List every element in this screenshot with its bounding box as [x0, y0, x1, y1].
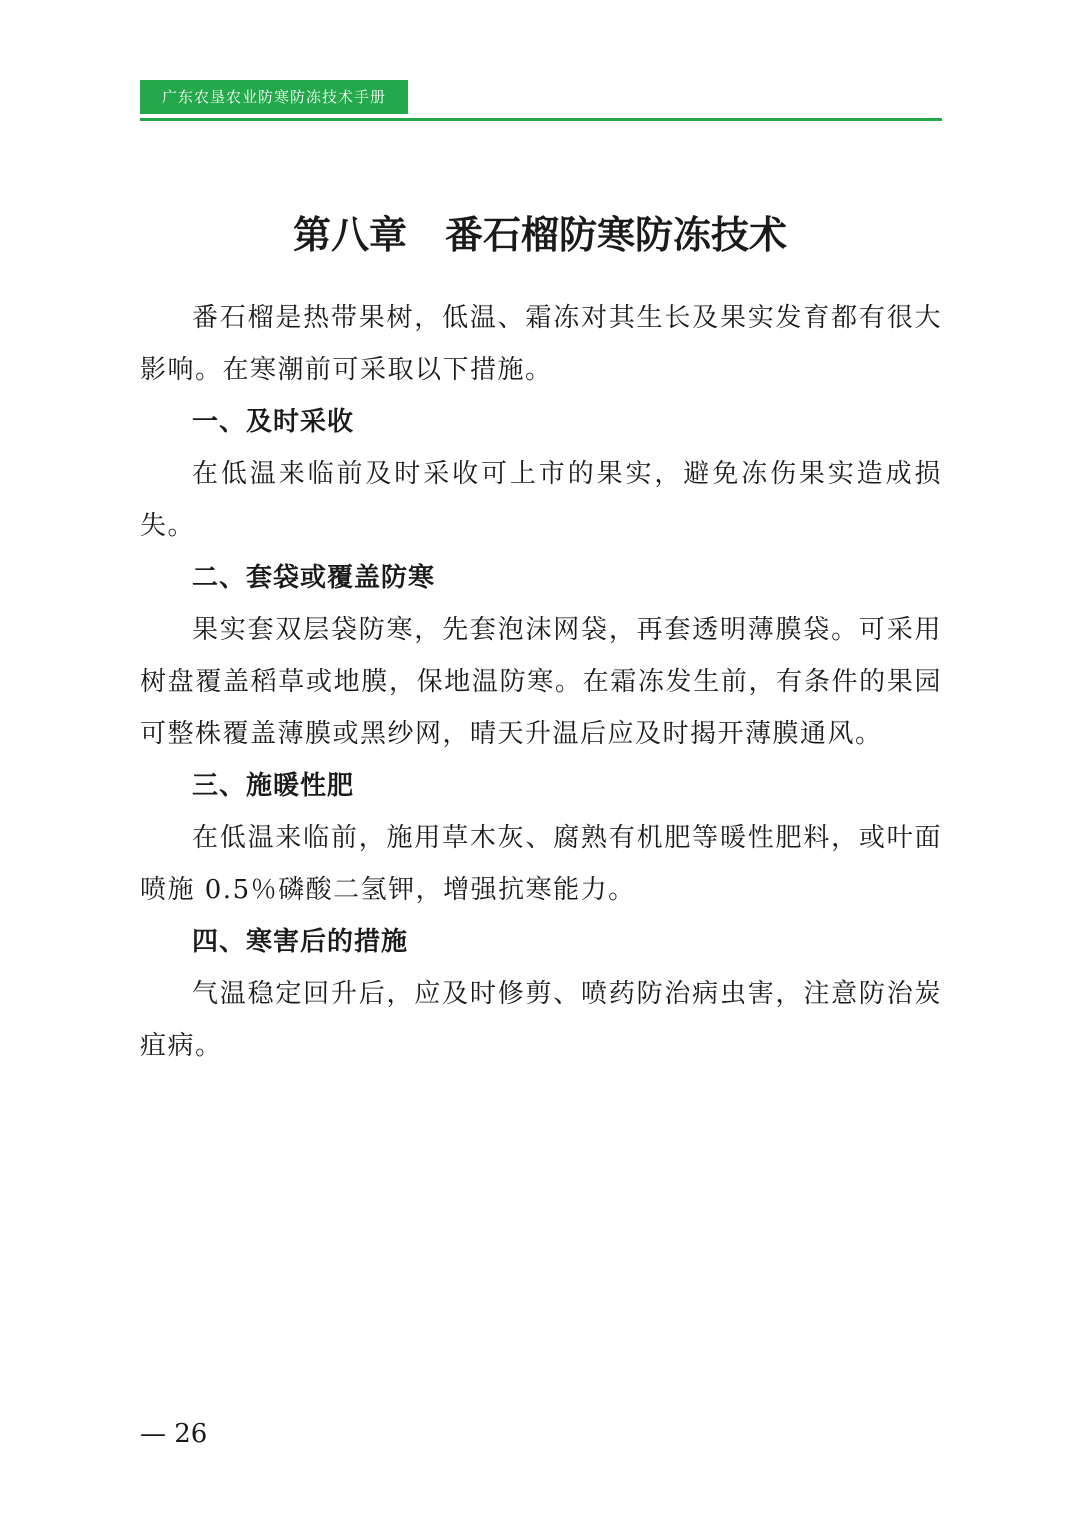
chapter-title: 第八章 番石榴防寒防冻技术	[292, 212, 787, 258]
section-heading-1: 一、及时采收	[192, 407, 355, 437]
section-text-3: 在低温来临前，施用草木灰、腐熟有机肥等暖性肥料，或叶面喷施 0.5％磷酸二氢钾，增强抗寒能力。	[140, 823, 942, 905]
section-heading-4: 四、寒害后的措施	[192, 927, 409, 957]
chapter-body	[140, 292, 942, 1072]
section-text-4: 气温稳定回升后，应及时修剪、喷药防治病虫害，注意防治炭疽病。	[140, 979, 942, 1061]
header-title-tab: 广东农垦农业防寒防冻技术手册	[140, 80, 408, 114]
intro-paragraph: 番石榴是热带果树，低温、霜冻对其生长及果实发育都有很大影响。在寒潮前可采取以下措施。	[140, 303, 942, 385]
section-heading-3: 三、施暖性肥	[192, 771, 355, 801]
page-number: — 26	[140, 1419, 208, 1449]
section-text-1: 在低温来临前及时采收可上市的果实，避免冻伤果实造成损失。	[140, 459, 942, 541]
section-heading-2: 二、套袋或覆盖防寒	[192, 563, 436, 593]
section-text-2: 果实套双层袋防寒，先套泡沫网袋，再套透明薄膜袋。可采用树盘覆盖稻草或地膜，保地温防寒。在霜冻发生前，有条件的果园可整株覆盖薄膜或黑纱网，晴天升温后应及时揭开薄膜通风。	[140, 615, 942, 749]
header-divider	[140, 118, 942, 121]
